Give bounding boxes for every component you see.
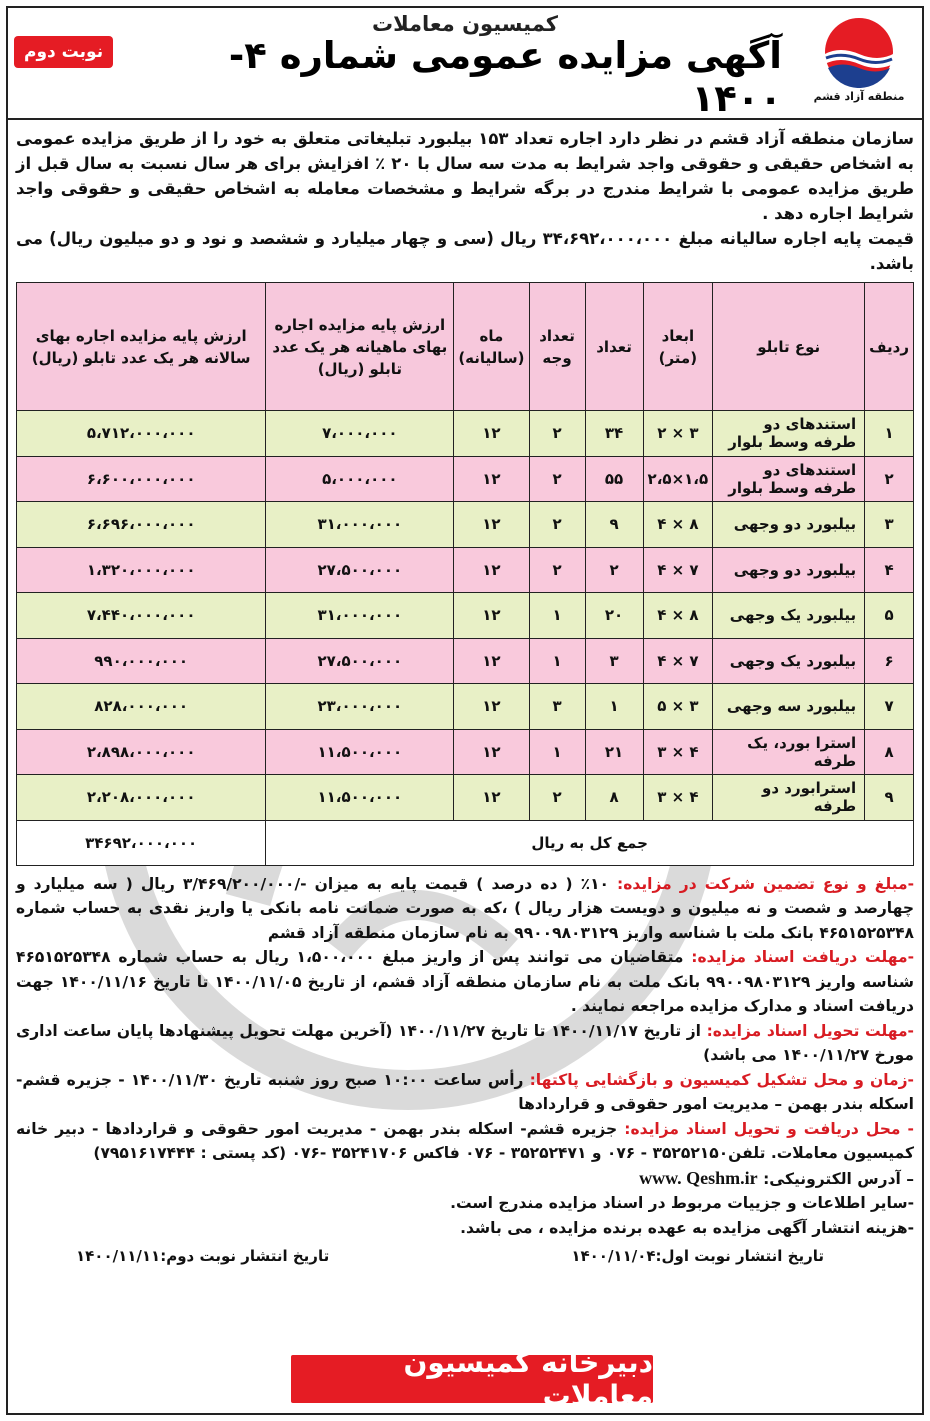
location-section — [16, 1117, 914, 1166]
cost-note: -هزینه انتشار آگهی مزایده به عهده برنده مزایده ، می باشد. — [460, 1218, 914, 1237]
count-cell: ۹ — [585, 502, 643, 548]
monthly-value-cell: ۳۱،۰۰۰،۰۰۰ — [266, 593, 454, 639]
location-title: - محل دریافت و تحویل اسناد مزایده: — [624, 1119, 914, 1138]
monthly-value-cell: ۲۳،۰۰۰،۰۰۰ — [266, 684, 454, 730]
other-info: -سایر اطلاعات و جزییات مربوط در اسناد مزایده مندرج است. — [450, 1194, 914, 1212]
months-cell: ۱۲ — [454, 502, 529, 548]
count-cell: ۳ — [585, 638, 643, 684]
annual-value-cell: ۱،۳۲۰،۰۰۰،۰۰۰ — [17, 547, 266, 593]
type-cell: استندهای دو طرفه وسط بلوار — [713, 456, 865, 502]
faces-cell: ۳ — [529, 684, 585, 730]
notice-body — [8, 120, 922, 1269]
dimensions-cell: ۴ × ۳ — [643, 775, 713, 821]
type-cell: بیلبورد یک وجهی — [713, 638, 865, 684]
publication-dates — [16, 1244, 914, 1269]
monthly-value-cell: ۱۱،۵۰۰،۰۰۰ — [266, 775, 454, 821]
dimensions-cell: ۸ × ۴ — [643, 593, 713, 639]
faces-cell: ۲ — [529, 775, 585, 821]
annual-value-cell: ۲،۸۹۸،۰۰۰،۰۰۰ — [17, 729, 266, 775]
dimensions-cell: ۷ × ۴ — [643, 547, 713, 593]
row-number-cell: ۱ — [865, 411, 914, 457]
documents-deadline-text: متقاضیان می توانند پس از واریز مبلغ ۱،۵۰۰،۰۰۰ ریال به حساب شماره ۴۶۵۱۵۲۵۳۴۸ شناسه واریز ۹۹۰۰۹۸۰۳۱۲۹ بانک ملت به نام سازمان منطقه آزاد قشم، از تاریخ ۱۴۰۰/۱۱/۰۵ تا تاریخ ۱۴۰۰/۱۱/۱۶ جهت دریافت اسناد و مدارک مزایده مراجعه نمایند . — [16, 948, 914, 1015]
faces-cell: ۱ — [529, 593, 585, 639]
table-row — [17, 456, 914, 502]
type-cell: بیلبورد دو وجهی — [713, 547, 865, 593]
months-cell: ۱۲ — [454, 684, 529, 730]
guarantee-text: ۱۰٪ ( ده درصد ) قیمت پایه به میزان -/۳/۴۶۹/۲۰۰/۰۰۰ ریال ( سه میلیارد و چهارصد و شصت و نه میلیون و دویست هزار ریال ) ،که به صورت ضمانت نامه بانکی یا واریز نقدی به حساب شماره ۴۶۵۱۵۲۵۳۴۸ بانک ملت با شناسه واریز ۹۹۰۰۹۸۰۳۱۲۹ به نام سازمان منطقه آزاد قشم — [16, 874, 914, 942]
auction-details — [16, 872, 914, 1269]
type-cell: بیلبورد دو وجهی — [713, 502, 865, 548]
months-cell: ۱۲ — [454, 729, 529, 775]
submission-deadline-title: -مهلت تحویل اسناد مزایده: — [706, 1021, 914, 1040]
submission-deadline-section — [16, 1019, 914, 1068]
dimensions-cell: ۴ × ۳ — [643, 729, 713, 775]
row-number-cell: ۹ — [865, 775, 914, 821]
row-number-cell: ۸ — [865, 729, 914, 775]
table-row — [17, 502, 914, 548]
dimensions-cell: ۳ × ۲ — [643, 411, 713, 457]
commission-label: کمیسیون معاملات — [372, 12, 558, 36]
logo-text: منطقه آزاد قشم — [813, 90, 905, 103]
dimensions-cell: ۸ × ۴ — [643, 502, 713, 548]
row-number-cell: ۷ — [865, 684, 914, 730]
type-cell: استرا بورد، یک طرفه — [713, 729, 865, 775]
location-text: جزیره قشم- اسکله بندر بهمن - مدیریت امور حقوقی و قراردادها - دبیر خانه کمیسیون معاملات. تلفن۳۵۲۵۲۱۵۰ - ۰۷۶ و ۳۵۲۵۲۴۷۱ - ۰۷۶ فاکس ۳۵۲۴۱۷۰۶ -۰۷۶ (کد پستی : ۷۹۵۱۶۱۷۴۴۴) — [16, 1119, 914, 1162]
opening-text: رأس ساعت ۱۰:۰۰ صبح روز شنبه تاریخ ۱۴۰۰/۱۱/۳۰ - جزیره قشم- اسکله بندر بهمن – مدیریت امور حقوقی و قراردادها — [16, 1070, 914, 1113]
faces-cell: ۲ — [529, 547, 585, 593]
type-cell: بیلبورد سه وجهی — [713, 684, 865, 730]
monthly-value-cell: ۵،۰۰۰،۰۰۰ — [266, 456, 454, 502]
count-cell: ۱ — [585, 684, 643, 730]
row-number-cell: ۲ — [865, 456, 914, 502]
documents-deadline-title: -مهلت دریافت اسناد مزایده: — [691, 948, 914, 966]
row-number-cell: ۶ — [865, 638, 914, 684]
table-row — [17, 411, 914, 457]
total-value: ۳۴۶۹۲،۰۰۰،۰۰۰ — [17, 820, 266, 865]
header-row-number: ردیف — [865, 283, 914, 411]
header-dimensions: ابعاد (متر) — [643, 283, 713, 411]
annual-value-cell: ۸۲۸،۰۰۰،۰۰۰ — [17, 684, 266, 730]
faces-cell: ۱ — [529, 638, 585, 684]
logo-emblem-icon — [820, 16, 898, 88]
table-row — [17, 638, 914, 684]
table-row — [17, 729, 914, 775]
qeshm-free-zone-logo — [804, 16, 914, 116]
header-monthly-value: ارزش پایه مزایده اجاره بهای ماهیانه هر یک عدد تابلو (ریال) — [266, 283, 454, 411]
count-cell: ۲۱ — [585, 729, 643, 775]
annual-value-cell: ۵،۷۱۲،۰۰۰،۰۰۰ — [17, 411, 266, 457]
count-cell: ۵۵ — [585, 456, 643, 502]
monthly-value-cell: ۳۱،۰۰۰،۰۰۰ — [266, 502, 454, 548]
opening-section — [16, 1068, 914, 1117]
header-count: تعداد — [585, 283, 643, 411]
intro-paragraph — [16, 126, 914, 276]
type-cell: استرابورد دو طرفه — [713, 775, 865, 821]
footer-secretariat-banner: دبیرخانه کمیسیون معاملات — [291, 1355, 653, 1403]
count-cell: ۸ — [585, 775, 643, 821]
count-cell: ۲۰ — [585, 593, 643, 639]
table-row — [17, 775, 914, 821]
annual-value-cell: ۲،۲۰۸،۰۰۰،۰۰۰ — [17, 775, 266, 821]
count-cell: ۲ — [585, 547, 643, 593]
submission-deadline-text: از تاریخ ۱۴۰۰/۱۱/۱۷ تا تاریخ ۱۴۰۰/۱۱/۲۷ (آخرین مهلت تحویل پیشنهادها پایان ساعت اداری مورخ ۱۴۰۰/۱۱/۲۷ می باشد) — [16, 1021, 914, 1064]
annual-value-cell: ۶،۶۰۰،۰۰۰،۰۰۰ — [17, 456, 266, 502]
dimensions-cell: ۳ × ۵ — [643, 684, 713, 730]
count-cell: ۳۴ — [585, 411, 643, 457]
faces-cell: ۱ — [529, 729, 585, 775]
monthly-value-cell: ۱۱،۵۰۰،۰۰۰ — [266, 729, 454, 775]
documents-deadline-section — [16, 945, 914, 1019]
row-number-cell: ۳ — [865, 502, 914, 548]
intro-line-2: قیمت پایه اجاره سالیانه مبلغ ۳۴،۶۹۲،۰۰۰،۰۰۰ ریال (سی و چهار میلیارد و ششصد و نود و دو میلیون ریال) می باشد. — [16, 229, 914, 273]
row-number-cell: ۵ — [865, 593, 914, 639]
guarantee-section — [16, 872, 914, 946]
website-section — [16, 1166, 914, 1192]
row-number-cell: ۴ — [865, 547, 914, 593]
faces-cell: ۲ — [529, 411, 585, 457]
header-months: ماه (سالیانه) — [454, 283, 529, 411]
months-cell: ۱۲ — [454, 411, 529, 457]
billboard-table — [16, 282, 914, 866]
table-header-row — [17, 283, 914, 411]
website-label: – آدرس الکترونیکی: — [763, 1169, 914, 1188]
first-publication-date: تاریخ انتشار نوبت اول:۱۴۰۰/۱۱/۰۴ — [571, 1247, 824, 1265]
months-cell: ۱۲ — [454, 775, 529, 821]
total-label: جمع کل به ریال — [266, 820, 914, 865]
second-publication-date: تاریخ انتشار نوبت دوم:۱۴۰۰/۱۱/۱۱ — [76, 1247, 330, 1265]
monthly-value-cell: ۲۷،۵۰۰،۰۰۰ — [266, 547, 454, 593]
months-cell: ۱۲ — [454, 547, 529, 593]
notice-title: آگهی مزایده عمومی شماره ۴- ۱۴۰۰ — [162, 44, 782, 110]
table-row — [17, 547, 914, 593]
total-row — [17, 820, 914, 865]
guarantee-title: -مبلغ و نوع تضمین شرکت در مزایده: — [617, 874, 914, 893]
dimensions-cell: ۱،۵×۲،۵ — [643, 456, 713, 502]
table-row — [17, 593, 914, 639]
header-faces: تعداد وجه — [529, 283, 585, 411]
annual-value-cell: ۷،۴۴۰،۰۰۰،۰۰۰ — [17, 593, 266, 639]
notice-frame — [6, 6, 924, 1415]
faces-cell: ۲ — [529, 456, 585, 502]
annual-value-cell: ۹۹۰،۰۰۰،۰۰۰ — [17, 638, 266, 684]
table-row — [17, 684, 914, 730]
months-cell: ۱۲ — [454, 593, 529, 639]
notice-header — [8, 8, 922, 120]
type-cell: استندهای دو طرفه وسط بلوار — [713, 411, 865, 457]
intro-line-1: سازمان منطقه آزاد قشم در نظر دارد اجاره تعداد ۱۵۳ بیلبورد تبلیغاتی متعلق به خود را از طریق مزایده عمومی به اشخاص حقیقی و حقوقی واجد شرایط به مدت سه سال با ۲۰ ٪ افزایش برای هر سال نسبت به سال قبل از طریق مزایده عمومی با شرایط مندرج در برگه شرایط و مشخصات معامله به اشخاص حقیقی و حقوقی واجد شرایط اجاره دهد . — [16, 129, 914, 223]
dimensions-cell: ۷ × ۴ — [643, 638, 713, 684]
round-badge: نوبت دوم — [14, 36, 113, 68]
monthly-value-cell: ۷،۰۰۰،۰۰۰ — [266, 411, 454, 457]
monthly-value-cell: ۲۷،۵۰۰،۰۰۰ — [266, 638, 454, 684]
website-link[interactable]: www. Qeshm.ir — [639, 1167, 758, 1188]
header-type: نوع تابلو — [713, 283, 865, 411]
annual-value-cell: ۶،۶۹۶،۰۰۰،۰۰۰ — [17, 502, 266, 548]
months-cell: ۱۲ — [454, 638, 529, 684]
type-cell: بیلبورد یک وجهی — [713, 593, 865, 639]
header-annual-value: ارزش پایه مزایده اجاره بهای سالانه هر یک عدد تابلو (ریال) — [17, 283, 266, 411]
months-cell: ۱۲ — [454, 456, 529, 502]
faces-cell: ۲ — [529, 502, 585, 548]
opening-title: -زمان و محل تشکیل کمیسیون و بازگشایی پاکتها: — [529, 1070, 914, 1089]
